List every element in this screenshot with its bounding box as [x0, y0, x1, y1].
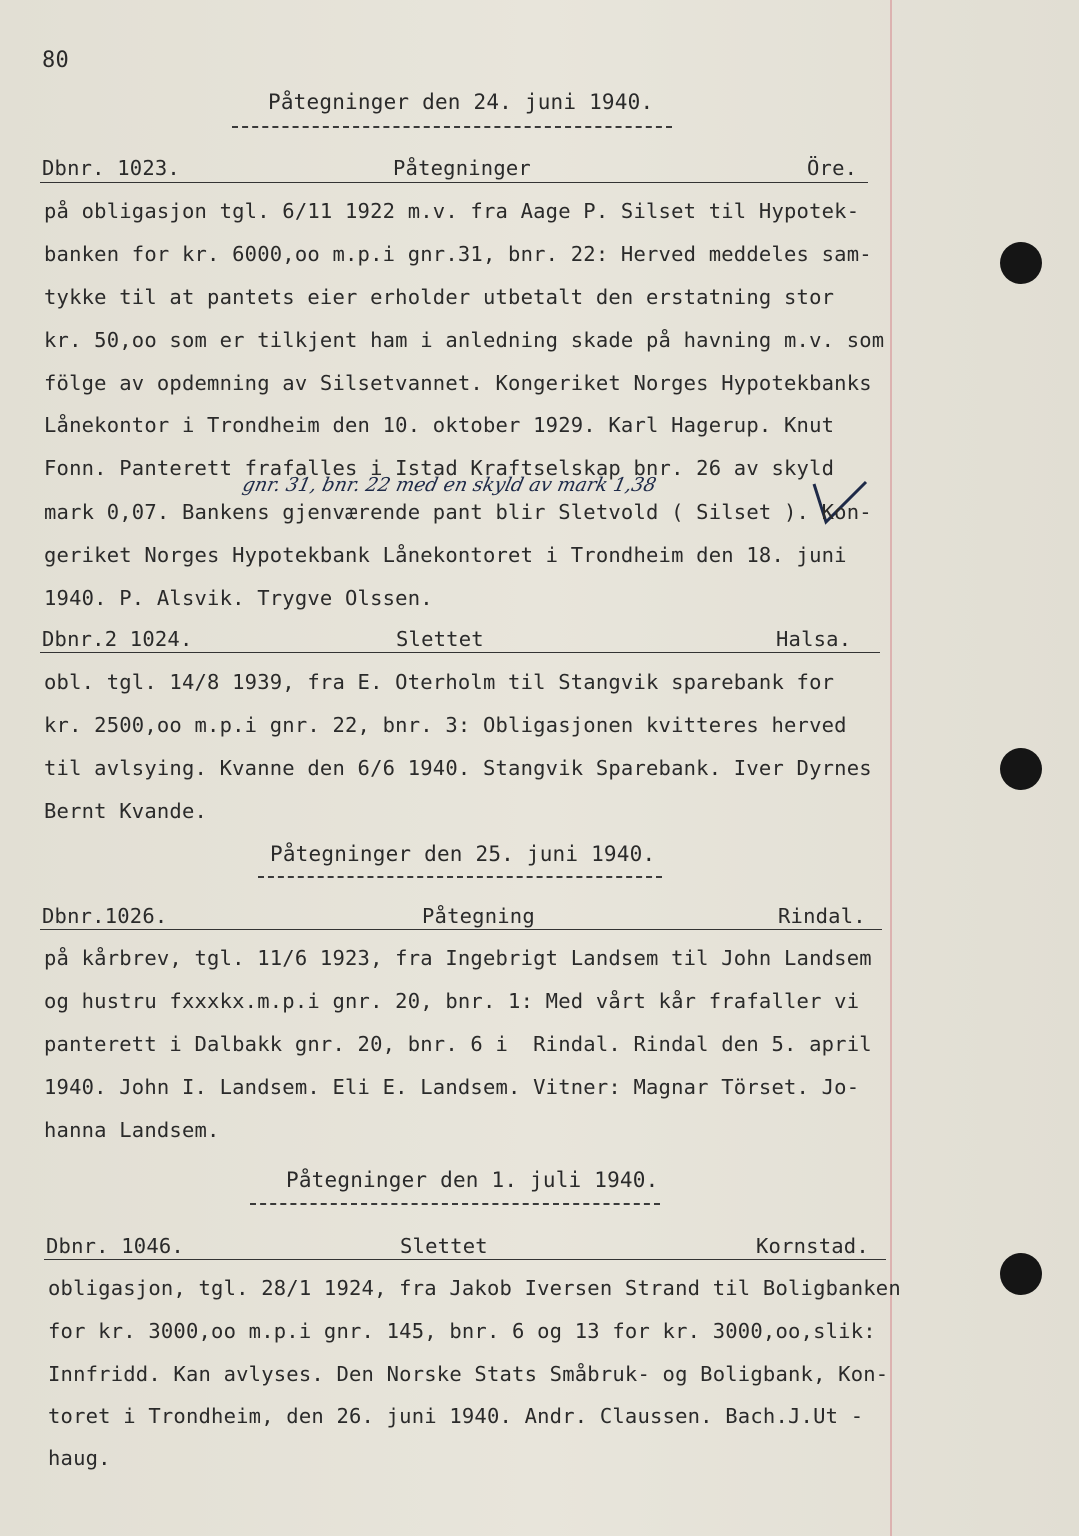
entry-place: Halsa.	[776, 627, 852, 651]
entry-line: på obligasjon tgl. 6/11 1922 m.v. fra Aage P. Silset til Hypotek-	[44, 199, 860, 223]
entry-type: Påtegninger	[393, 156, 531, 180]
entry-place: Öre.	[807, 156, 858, 180]
entry-line: obligasjon, tgl. 28/1 1924, fra Jakob Iversen Strand til Boligbanken	[48, 1276, 901, 1300]
binder-hole	[1000, 1253, 1042, 1295]
dbnr-label: Dbnr.2 1024.	[42, 627, 193, 651]
entry-line: Lånekontor i Trondheim den 10. oktober 1929. Karl Hagerup. Knut	[44, 413, 835, 437]
entry-underline	[44, 1259, 886, 1260]
entry-place: Rindal.	[778, 904, 866, 928]
entry-line: mark 0,07. Bankens gjenværende pant blir Sletvold ( Silset ). Kon-	[44, 500, 872, 524]
section-heading: Påtegninger den 1. juli 1940.	[286, 1168, 659, 1192]
heading-divider	[258, 876, 662, 878]
page-number: 80	[42, 48, 69, 73]
entry-line: geriket Norges Hypotekbank Lånekontoret i Trondheim den 18. juni	[44, 543, 847, 567]
dbnr-label: Dbnr. 1046.	[46, 1234, 184, 1258]
section-heading: Påtegninger den 24. juni 1940.	[268, 90, 654, 114]
entry-line: 1940. P. Alsvik. Trygve Olssen.	[44, 586, 433, 610]
entry-line: obl. tgl. 14/8 1939, fra E. Oterholm til Stangvik sparebank for	[44, 670, 835, 694]
entry-line: til avlsying. Kvanne den 6/6 1940. Stangvik Sparebank. Iver Dyrnes	[44, 756, 872, 780]
entry-line: Fonn. Panterett frafalles i Istad Kraftselskap bnr. 26 av skyld	[44, 456, 835, 480]
entry-line: 1940. John I. Landsem. Eli E. Landsem. Vitner: Magnar Törset. Jo-	[44, 1075, 860, 1099]
entry-type: Slettet	[400, 1234, 488, 1258]
entry-line: for kr. 3000,oo m.p.i gnr. 145, bnr. 6 og 13 for kr. 3000,oo,slik:	[48, 1319, 876, 1343]
entry-line: Innfridd. Kan avlyses. Den Norske Stats Småbruk- og Boligbank, Kon-	[48, 1362, 889, 1386]
entry-line: kr. 2500,oo m.p.i gnr. 22, bnr. 3: Obligasjonen kvitteres herved	[44, 713, 847, 737]
entry-line: og hustru fxxxkx.m.p.i gnr. 20, bnr. 1: Med vårt kår frafaller vi	[44, 989, 860, 1013]
margin-rule	[890, 0, 892, 1536]
handwritten-insert: gnr. 31, bnr. 22 med en skyld av mark 1,38	[240, 474, 659, 496]
entry-line: hanna Landsem.	[44, 1118, 220, 1142]
heading-divider	[250, 1203, 660, 1205]
entry-line: tykke til at pantets eier erholder utbetalt den erstatning stor	[44, 285, 835, 309]
entry-type: Slettet	[396, 627, 484, 651]
entry-line: banken for kr. 6000,oo m.p.i gnr.31, bnr. 22: Herved meddeles sam-	[44, 242, 872, 266]
entry-type: Påtegning	[422, 904, 535, 928]
entry-line: toret i Trondheim, den 26. juni 1940. Andr. Claussen. Bach.J.Ut -	[48, 1404, 864, 1428]
binder-hole	[1000, 748, 1042, 790]
entry-place: Kornstad.	[756, 1234, 869, 1258]
entry-underline	[40, 929, 882, 930]
entry-line: fölge av opdemning av Silsetvannet. Kongeriket Norges Hypotekbanks	[44, 371, 872, 395]
entry-underline	[40, 652, 880, 653]
entry-underline	[40, 182, 868, 183]
heading-divider	[232, 126, 672, 128]
entry-line: kr. 50,oo som er tilkjent ham i anledning skade på havning m.v. som	[44, 328, 885, 352]
dbnr-label: Dbnr. 1023.	[42, 156, 180, 180]
entry-line: på kårbrev, tgl. 11/6 1923, fra Ingebrigt Landsem til John Landsem	[44, 946, 872, 970]
dbnr-label: Dbnr.1026.	[42, 904, 168, 928]
entry-line: haug.	[48, 1446, 111, 1470]
entry-line: panterett i Dalbakk gnr. 20, bnr. 6 i Rindal. Rindal den 5. april	[44, 1032, 872, 1056]
binder-hole	[1000, 242, 1042, 284]
section-heading: Påtegninger den 25. juni 1940.	[270, 842, 656, 866]
entry-line: Bernt Kvande.	[44, 799, 208, 823]
